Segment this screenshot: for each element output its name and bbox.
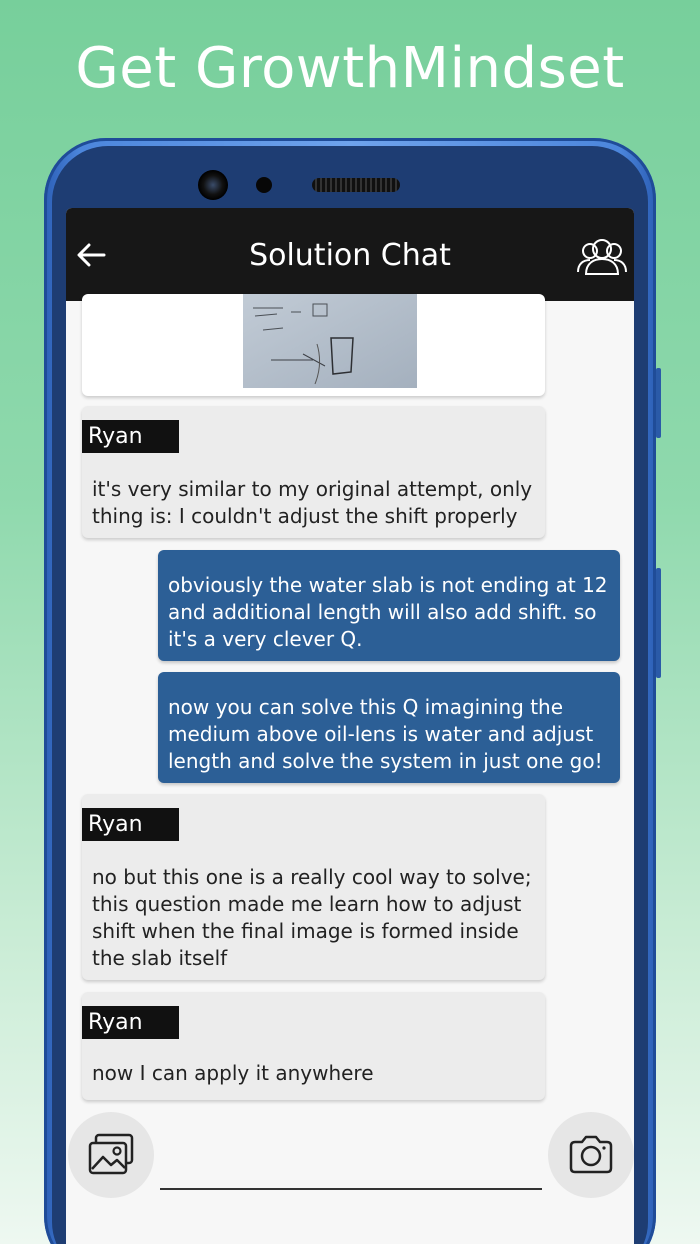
image-message[interactable] bbox=[82, 294, 545, 396]
camera-button[interactable] bbox=[548, 1112, 634, 1198]
message-text: it's very similar to my original attempt, only thing is: I couldn't adjust the shift properly bbox=[92, 477, 533, 528]
chat-message-incoming[interactable] bbox=[82, 794, 545, 980]
front-camera bbox=[198, 170, 228, 200]
chat-message-outgoing[interactable] bbox=[158, 672, 620, 783]
promo-headline: Get GrowthMindset bbox=[75, 36, 625, 101]
attached-photo[interactable] bbox=[243, 294, 417, 388]
chat-message-incoming[interactable] bbox=[82, 406, 545, 538]
sender-name: Ryan bbox=[82, 420, 179, 453]
message-input[interactable] bbox=[160, 1154, 542, 1190]
earpiece-speaker bbox=[312, 178, 400, 192]
group-icon[interactable] bbox=[576, 234, 628, 278]
message-text: no but this one is a really cool way to solve; this question made me learn how to adjust shift when the final image is formed inside the slab itself bbox=[92, 865, 532, 970]
page-title: Solution Chat bbox=[249, 238, 451, 273]
message-text: now I can apply it anywhere bbox=[92, 1061, 374, 1085]
app-bar bbox=[66, 208, 634, 301]
chat-message-incoming[interactable] bbox=[82, 992, 545, 1100]
gallery-icon bbox=[87, 1132, 135, 1178]
power-button bbox=[656, 568, 661, 678]
message-text: now you can solve this Q imagining the medium above oil-lens is water and adjust length and solve the system in just one go! bbox=[168, 695, 603, 773]
chat-message-outgoing[interactable] bbox=[158, 550, 620, 661]
volume-button bbox=[656, 368, 661, 438]
gallery-button[interactable] bbox=[68, 1112, 154, 1198]
proximity-sensor bbox=[256, 177, 272, 193]
sender-name: Ryan bbox=[82, 808, 179, 841]
sender-name: Ryan bbox=[82, 1006, 179, 1039]
app-screen bbox=[66, 208, 634, 1244]
message-text: obviously the water slab is not ending at 12 and additional length will also add shift. so it's a very clever Q. bbox=[168, 573, 608, 651]
camera-icon bbox=[567, 1132, 615, 1178]
